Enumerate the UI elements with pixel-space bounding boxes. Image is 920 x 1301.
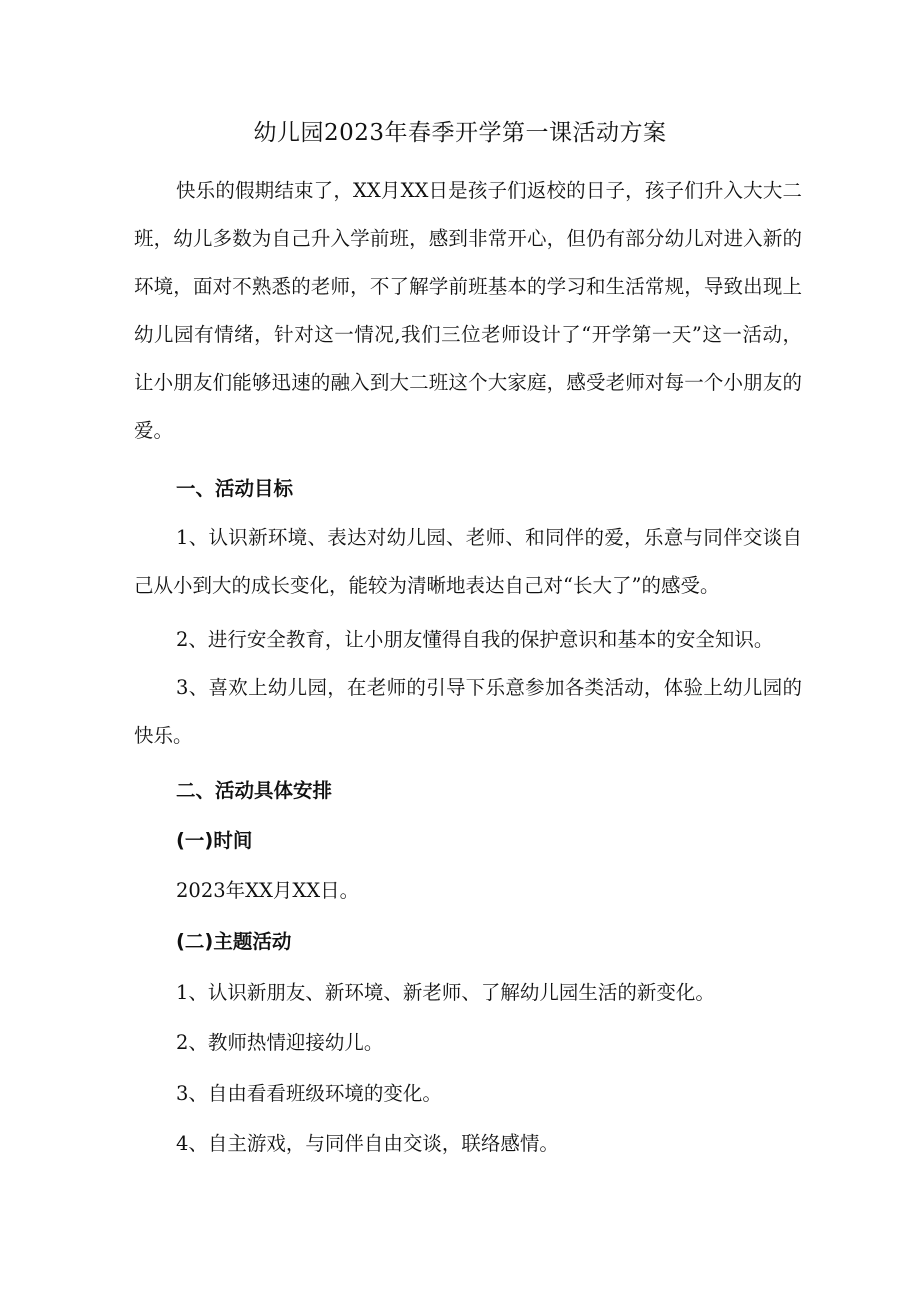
activity-item-3: 3、自由看看班级环境的变化。 bbox=[176, 1082, 442, 1105]
section-heading-schedule: 二、活动具体安排 bbox=[176, 779, 333, 802]
document-title: 幼儿园2023年春季开学第一课活动方案 bbox=[253, 120, 667, 146]
intro-paragraph: 快乐的假期结束了，XX月XX日是孩子们返校的日子，孩子们升入大大二班，幼儿多数为自己升入学前班，感到非常开心，但仍有部分幼儿对进入新的环境，面对不熟悉的老师，不了解学前班基本的学习和生活常规，导致出现上幼儿园有情绪，针对这一情况,我们三位老师设计了“开学第一天”这一活动，让小朋友们能够迅速的融入到大二班这个大家庭，感受老师对每一个小朋友的爱。 bbox=[134, 179, 802, 442]
goal-item-3: 3、喜欢上幼儿园，在老师的引导下乐意参加各类活动，体验上幼儿园的快乐。 bbox=[134, 676, 802, 747]
goal-item-2: 2、进行安全教育，让小朋友懂得自我的保护意识和基本的安全知识。 bbox=[176, 628, 774, 651]
section-heading-goals: 一、活动目标 bbox=[176, 477, 294, 500]
activity-item-1: 1、认识新朋友、新环境、新老师、了解幼儿园生活的新变化。 bbox=[176, 981, 715, 1004]
activity-item-4: 4、自主游戏，与同伴自由交谈，联络感情。 bbox=[176, 1132, 559, 1155]
time-value: 2023年XX月XX日。 bbox=[176, 879, 360, 902]
goal-item-1: 1、认识新环境、表达对幼儿园、老师、和同伴的爱，乐意与同伴交谈自己从小到大的成长变化，能较为清晰地表达自己对“长大了”的感受。 bbox=[134, 526, 802, 597]
subheading-theme-activities: (二)主题活动 bbox=[176, 930, 292, 953]
activity-item-2: 2、教师热情迎接幼儿。 bbox=[176, 1031, 384, 1054]
subheading-time: (一)时间 bbox=[176, 829, 253, 852]
